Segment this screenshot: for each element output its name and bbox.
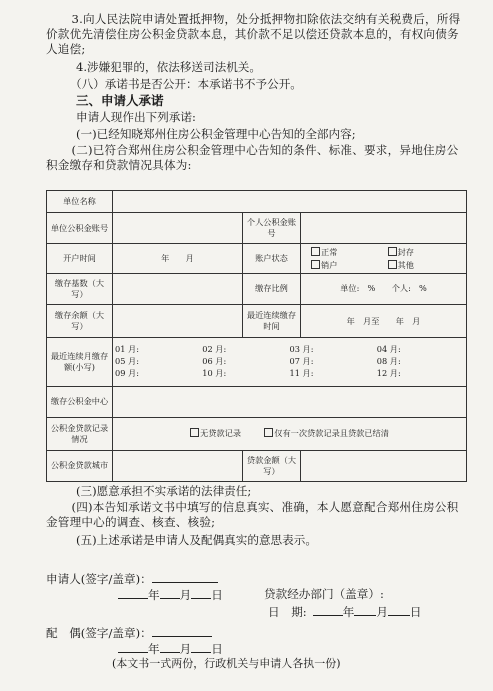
commitment-3: (三)愿意承担不实承诺的法律责任; (76, 484, 252, 498)
label-loan-amount: 贷款金额（大写） (243, 450, 301, 481)
label-balance: 缴存余额（大写） (47, 304, 113, 337)
label-deposit-ratio: 缴存比例 (243, 273, 301, 304)
field-balance[interactable] (113, 304, 243, 337)
applicant-signature: 申请人(签字/盖章)： (46, 570, 218, 587)
month-03[interactable]: 03 月: (289, 344, 314, 355)
label-account-status: 账户状态 (243, 244, 301, 274)
status-normal-option[interactable]: 正常 (311, 247, 388, 258)
loan-dept-date: 日 期: 年 月 日 (268, 605, 422, 619)
dept-day-field[interactable] (388, 603, 410, 616)
month-11[interactable]: 11 月: (289, 368, 314, 379)
label-loan-city: 公积金贷款城市 (47, 450, 113, 481)
label-open-time: 开户时间 (47, 244, 113, 274)
checkbox-icon (388, 260, 397, 269)
label-unit-name: 单位名称 (47, 191, 113, 213)
checkbox-icon (311, 247, 320, 256)
month-10[interactable]: 10 月: (202, 368, 227, 379)
field-monthly-deposit (113, 338, 467, 387)
field-open-time[interactable]: 年 月 (113, 244, 243, 274)
label-recent-time: 最近连续缴存时间 (243, 304, 301, 337)
applicant-day-field[interactable] (191, 586, 211, 599)
spouse-signature-line[interactable] (152, 624, 212, 637)
month-04[interactable]: 04 月: (376, 344, 401, 355)
field-deposit-center[interactable] (113, 386, 467, 417)
commitment-4: (四)本告知承诺文书中填写的信息真实、准确，本人愿意配合郑州住房公积金管理中心的调查、核查、核验; (46, 500, 459, 529)
commitment-5: (五)上述承诺是申请人及配偶真实的意思表示。 (76, 533, 317, 547)
dept-month-field[interactable] (354, 603, 376, 616)
field-deposit-base[interactable] (113, 273, 243, 304)
field-personal-account[interactable] (301, 213, 467, 244)
month-06[interactable]: 06 月: (202, 356, 227, 367)
month-09[interactable]: 09 月: (115, 368, 139, 379)
label-unit-account: 单位公积金账号 (47, 213, 113, 244)
spouse-date: 年 月 日 (118, 640, 223, 657)
status-closed-option[interactable]: 销户 (311, 260, 388, 271)
deposit-loan-table (46, 190, 467, 482)
label-deposit-base: 缴存基数（大写） (47, 273, 113, 304)
applicant-month-field[interactable] (160, 586, 180, 599)
label-monthly-deposit: 最近连续月缴存额(小写) (47, 338, 113, 387)
loan-once-settled-option[interactable]: 仅有一次贷款记录且贷款已结清 (264, 428, 389, 438)
commitment-intro: 申请人现作出下列承诺: (76, 110, 196, 124)
applicant-signature-line[interactable] (152, 570, 218, 583)
field-recent-time[interactable]: 年 月至 年 月 (301, 304, 467, 337)
checkbox-icon (264, 428, 273, 437)
field-unit-name[interactable] (113, 191, 467, 213)
spouse-year-field[interactable] (118, 640, 148, 653)
field-loan-amount[interactable] (301, 450, 467, 481)
status-other-option[interactable]: 其他 (388, 260, 465, 271)
status-sealed-option[interactable]: 封存 (388, 247, 465, 258)
spouse-month-field[interactable] (160, 640, 180, 653)
month-12[interactable]: 12 月: (376, 368, 401, 379)
field-unit-account[interactable] (113, 213, 243, 244)
checkbox-icon (190, 428, 199, 437)
field-account-status (301, 244, 467, 274)
loan-dept-seal: 贷款经办部门（盖章）: (264, 587, 384, 601)
field-loan-city[interactable] (113, 450, 243, 481)
spouse-signature: 配 偶(签字/盖章)： (46, 624, 212, 641)
footer-note: (本文书一式两份，行政机关与申请人各执一份) (112, 657, 341, 670)
label-loan-record: 公积金贷款记录情况 (47, 417, 113, 450)
applicant-date: 年 月 日 (118, 586, 223, 603)
field-deposit-ratio[interactable]: 单位: % 个人: % (301, 273, 467, 304)
commitment-1: (一)已经知晓郑州住房公积金管理中心告知的全部内容; (76, 127, 356, 141)
checkbox-icon (388, 247, 397, 256)
clause-3: 3.向人民法院申请处置抵押物，处分抵押物扣除依法交纳有关税费后，所得价款优先清偿住房公积金贷款本息，其价款不足以偿还贷款本息的，有权向债务人追偿; (46, 12, 461, 56)
label-deposit-center: 缴存公积金中心 (47, 386, 113, 417)
month-02[interactable]: 02 月: (202, 344, 227, 355)
month-01[interactable]: 01 月: (115, 344, 139, 355)
applicant-year-field[interactable] (118, 586, 148, 599)
clause-8-disclosure: （八）承诺书是否公开：本承诺书不予公开。 (70, 77, 302, 91)
spouse-day-field[interactable] (191, 640, 211, 653)
loan-none-option[interactable]: 无贷款记录 (190, 428, 241, 438)
month-05[interactable]: 05 月: (115, 356, 139, 367)
label-personal-account: 个人公积金账号 (243, 213, 301, 244)
clause-4: 4.涉嫌犯罪的，依法移送司法机关。 (76, 60, 261, 74)
field-loan-record (113, 417, 467, 450)
dept-year-field[interactable] (313, 603, 343, 616)
section-3-heading: 三、申请人承诺 (76, 93, 164, 108)
month-07[interactable]: 07 月: (289, 356, 314, 367)
month-08[interactable]: 08 月: (376, 356, 401, 367)
commitment-2: (二)已符合郑州住房公积金管理中心告知的条件、标准、要求，异地住房公积金缴存和贷款情况具体为: (46, 143, 459, 172)
checkbox-icon (311, 260, 320, 269)
